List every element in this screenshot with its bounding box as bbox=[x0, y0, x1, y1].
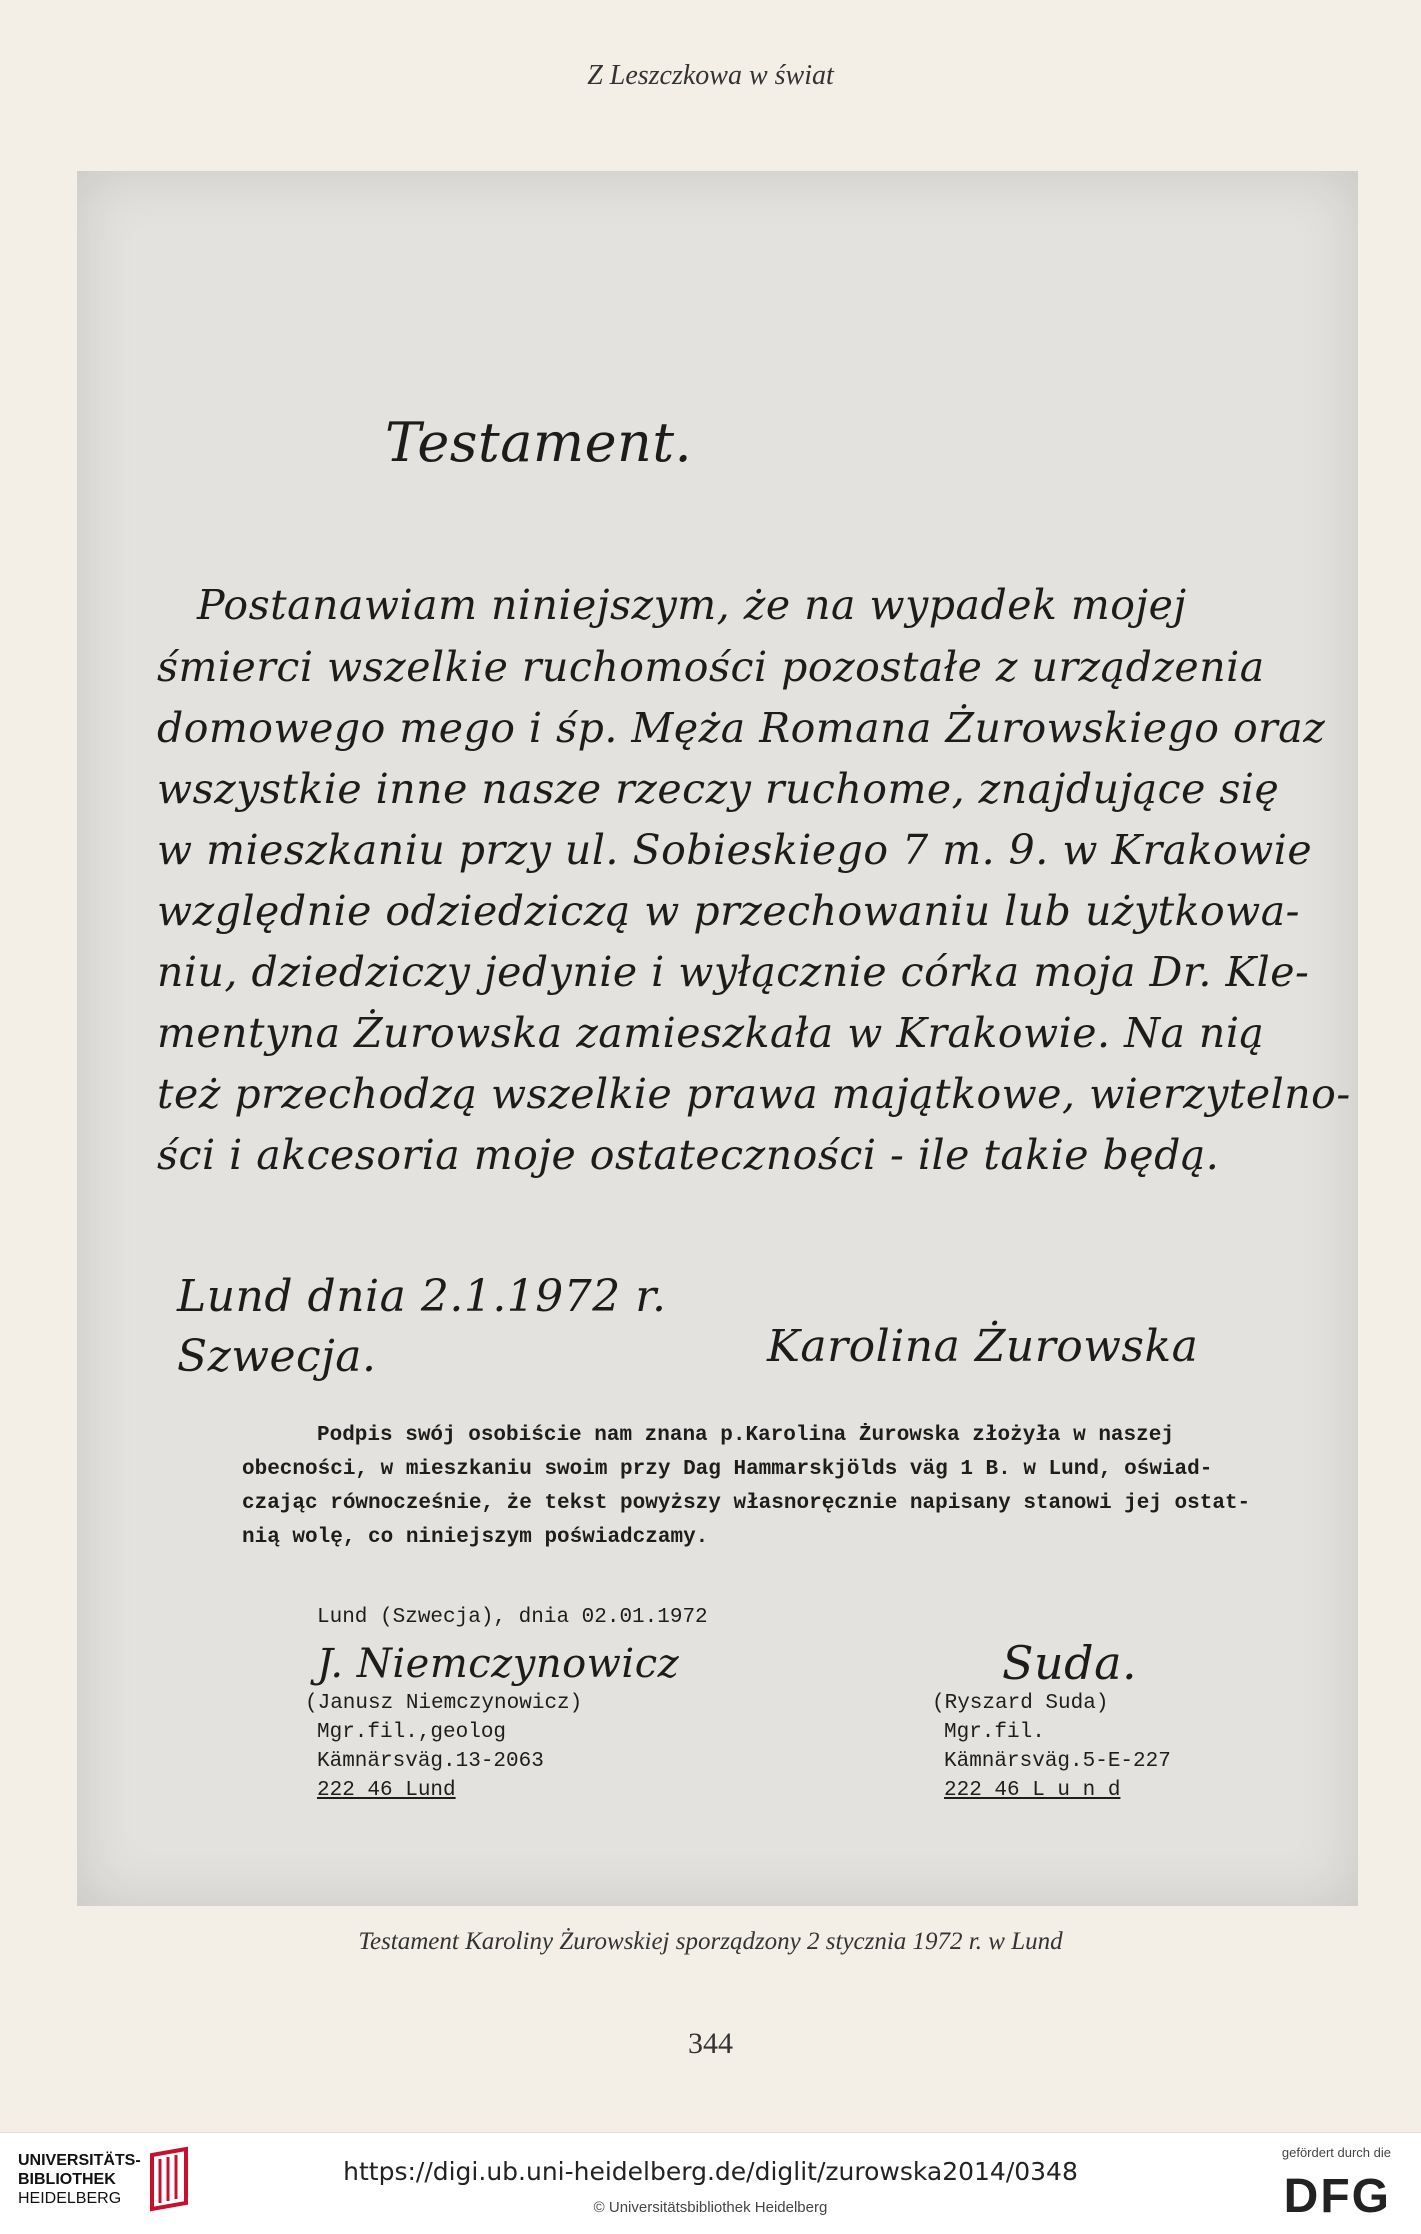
library-name-line: BIBLIOTHEK bbox=[18, 2171, 116, 2188]
attestation-line: Podpis swój osobiście nam znana p.Karolina Żurowska złożyła w naszej bbox=[317, 1424, 1174, 1447]
attestation-line: obecności, w mieszkaniu swoim przy Dag Hammarskjölds väg 1 B. w Lund, oświad- bbox=[242, 1458, 1213, 1481]
body-line: ści i akcesoria moje ostateczności - ile takie będą. bbox=[157, 1131, 1220, 1179]
witness-left-signature: J. Niemczynowicz bbox=[317, 1641, 680, 1687]
body-line: wszystkie inne nasze rzeczy ruchome, znajdujące się bbox=[157, 765, 1280, 813]
testator-signature: Karolina Żurowska bbox=[767, 1321, 1199, 1372]
body-line: niu, dziedziczy jedynie i wyłącznie córka moja Dr. Kle- bbox=[157, 948, 1310, 996]
body-line: mentyna Żurowska zamieszkała w Krakowie. Na nią bbox=[157, 1009, 1265, 1057]
witness-left-name: (Janusz Niemczynowicz) bbox=[305, 1692, 583, 1715]
witness-right-title: Mgr.fil. bbox=[944, 1721, 1045, 1744]
witness-right-street: Kämnärsväg.5-E-227 bbox=[944, 1750, 1171, 1773]
page-number: 344 bbox=[688, 2027, 733, 2060]
copyright-notice: © Universitätsbibliothek Heidelberg bbox=[593, 2199, 828, 2216]
dfg-logo: DFG bbox=[1283, 2170, 1391, 2223]
testament-title: Testament. bbox=[385, 411, 693, 474]
witness-left-street: Kämnärsväg.13-2063 bbox=[317, 1750, 544, 1773]
body-line: względnie odziedziczą w przechowaniu lub użytkowa- bbox=[157, 887, 1301, 935]
witness-right-name: (Ryszard Suda) bbox=[932, 1692, 1109, 1715]
country: Szwecja. bbox=[177, 1331, 377, 1382]
footer-bar bbox=[0, 2132, 1421, 2234]
body-line: też przechodzą wszelkie prawa majątkowe, wierzytelno- bbox=[157, 1070, 1351, 1118]
running-title: Z Leszczkowa w świat bbox=[587, 60, 834, 91]
testament-photo bbox=[77, 171, 1358, 1906]
place-date: Lund dnia 2.1.1972 r. bbox=[177, 1271, 667, 1322]
body-line: śmierci wszelkie ruchomości pozostałe z urządzenia bbox=[157, 643, 1265, 691]
attestation-line: czając równocześnie, że tekst powyższy własnoręcznie napisany stanowi jej ostat- bbox=[242, 1492, 1251, 1515]
witness-left-title: Mgr.fil.,geolog bbox=[317, 1721, 507, 1744]
attestation-place-date: Lund (Szwecja), dnia 02.01.1972 bbox=[317, 1606, 708, 1629]
funding-note: gefördert durch die bbox=[1281, 2145, 1391, 2160]
body-line: w mieszkaniu przy ul. Sobieskiego 7 m. 9. w Krakowie bbox=[157, 826, 1313, 874]
library-name-line: HEIDELBERG bbox=[18, 2190, 122, 2207]
document-url-link[interactable]: https://digi.ub.uni-heidelberg.de/diglit/zurowska2014/0348 bbox=[343, 2157, 1078, 2186]
witness-right-city: 222 46 L u n d bbox=[944, 1779, 1121, 1802]
body-line: Postanawiam niniejszym, że na wypadek mojej bbox=[197, 581, 1187, 629]
witness-left-city: 222 46 Lund bbox=[317, 1779, 456, 1802]
figure-caption: Testament Karoliny Żurowskiej sporządzony 2 stycznia 1972 r. w Lund bbox=[358, 1928, 1063, 1955]
witness-right-signature: Suda. bbox=[1002, 1636, 1138, 1690]
library-name-line: UNIVERSITÄTS- bbox=[18, 2152, 141, 2169]
attestation-line: nią wolę, co niniejszym poświadczamy. bbox=[242, 1526, 709, 1549]
body-line: domowego mego i śp. Męża Romana Żurowskiego oraz bbox=[157, 704, 1326, 752]
